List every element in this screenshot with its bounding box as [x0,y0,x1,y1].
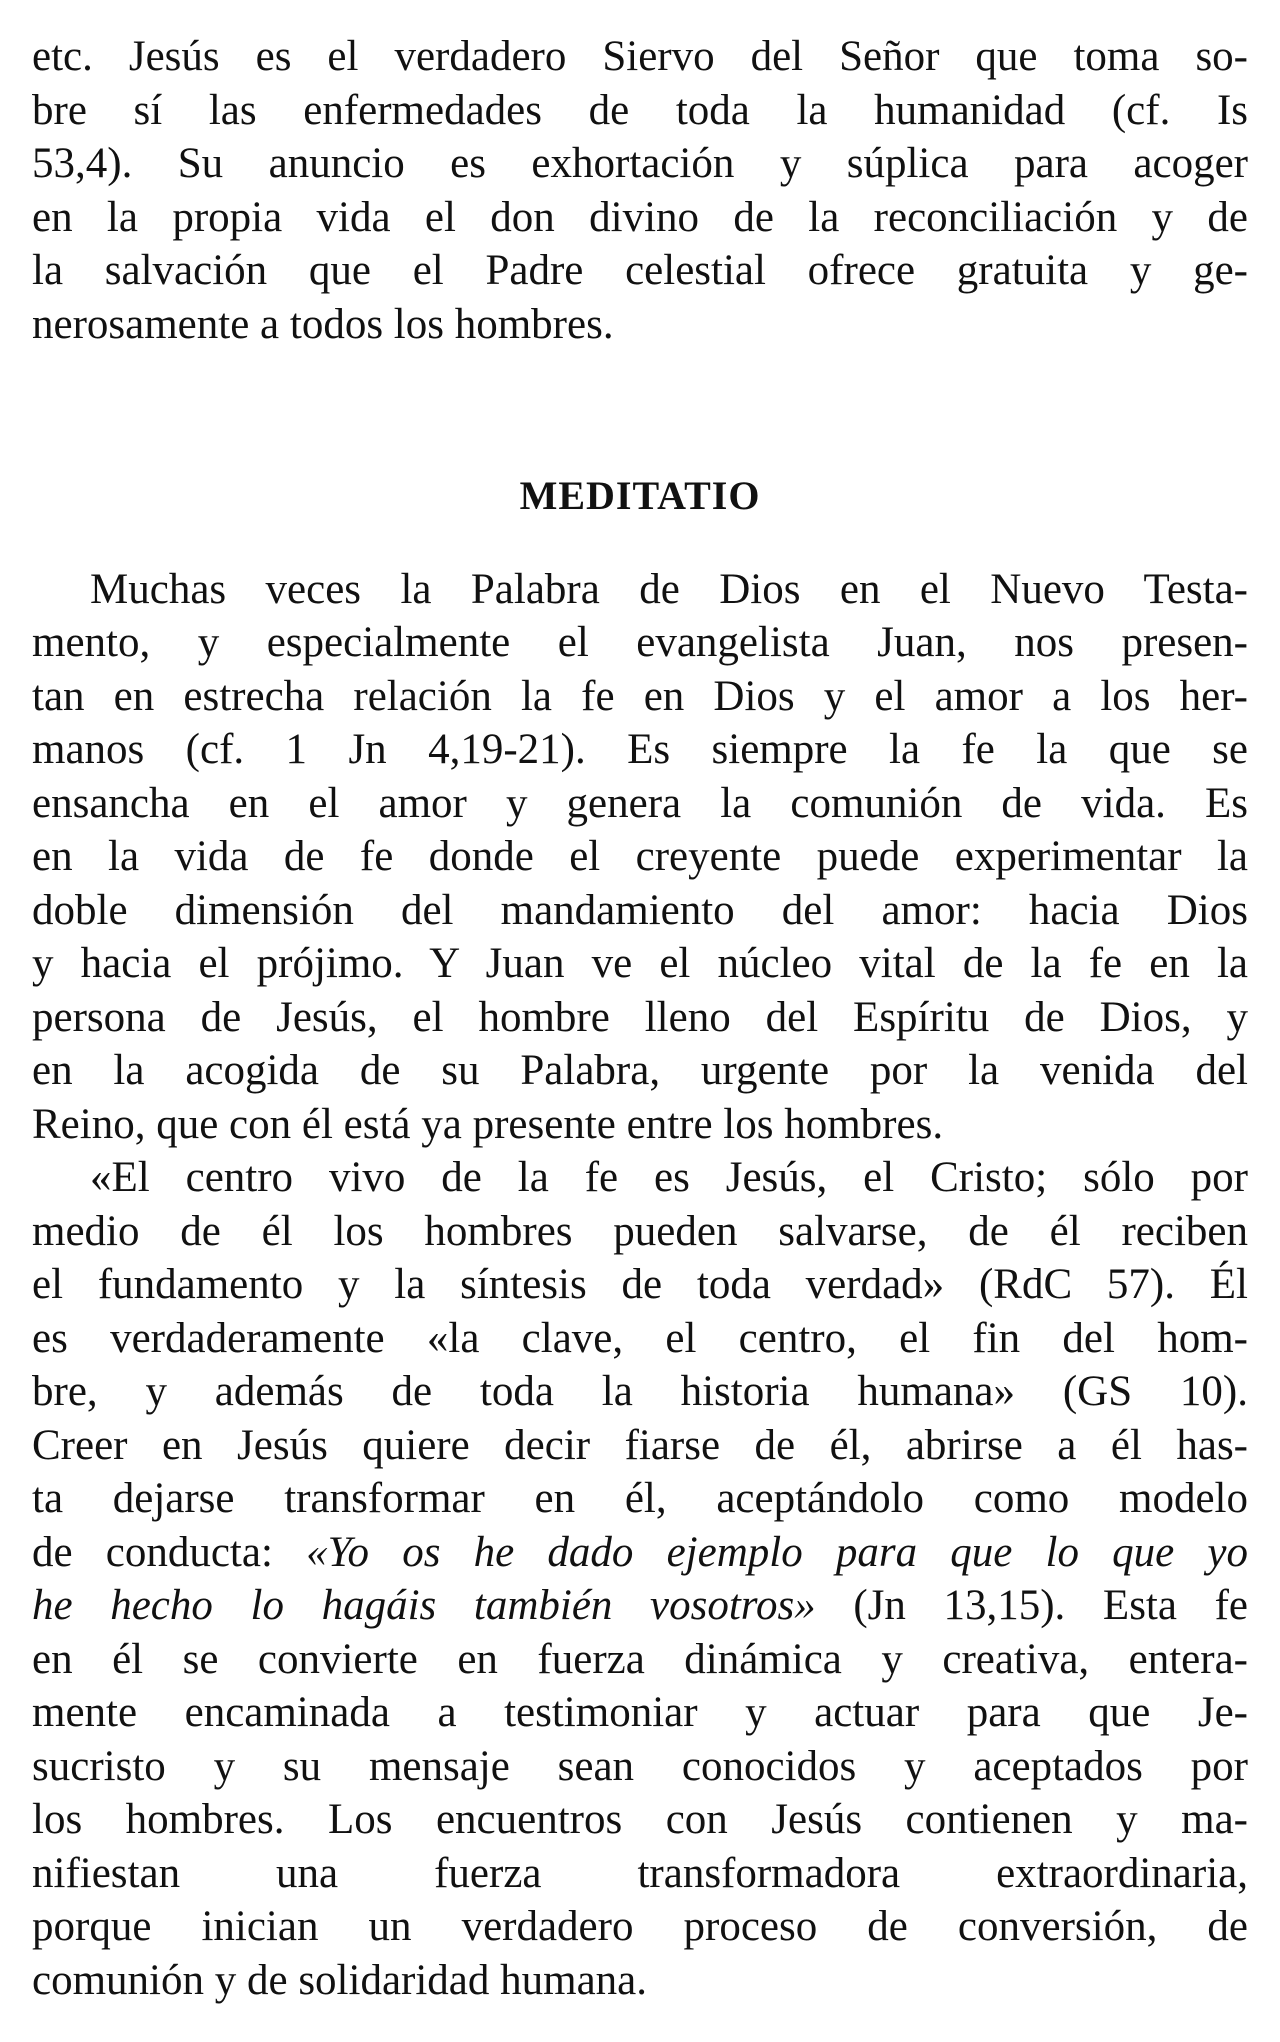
document-page [32,30,1248,2007]
text-line: ta dejarse transformar en él, aceptándolo como modelo [32,1475,1248,1522]
text-line: «El centro vivo de la fe es Jesús, el Cristo; sólo por [90,1154,1248,1201]
text-line: doble dimensión del mandamiento del amor: hacia Dios [32,886,1248,934]
text-line: bre, y además de toda la historia humana» (GS 10). [32,1368,1248,1415]
text-line: persona de Jesús, el hombre lleno del Espíritu de Dios, y [32,993,1248,1041]
text-line: Muchas veces la Palabra de Dios en el Nuevo Testa- [90,565,1248,613]
quote-line [32,1579,1248,1633]
paragraph-intro [32,30,1248,351]
text-line: en la vida de fe donde el creyente puede experimentar la [32,833,1248,880]
text-line: Reino, que con él está ya presente entre los hombres. [32,1100,944,1148]
text-line: nifiestan una fuerza transformadora extraordinaria, [32,1849,1248,1897]
text-line: en la propia vida el don divino de la reconciliación y de [32,193,1248,241]
text-line: los hombres. Los encuentros con Jesús contienen y ma- [32,1796,1248,1843]
quote-line [32,1526,1248,1580]
text-line: mento, y especialmente el evangelista Juan, nos presen- [32,619,1248,666]
text-line: la salvación que el Padre celestial ofrece gratuita y ge- [32,247,1248,294]
quote-lead-text: de conducta: [32,1528,307,1576]
text-line: bre sí las enfermedades de toda la humanidad (cf. Is [32,86,1248,134]
text-line: comunión y de solidaridad humana. [32,1956,647,2004]
text-line: medio de él los hombres pueden salvarse, de él reciben [32,1207,1248,1255]
text-line: Creer en Jesús quiere decir fiarse de él, abrirse a él has- [32,1421,1248,1469]
text-line: el fundamento y la síntesis de toda verdad» (RdC 57). Él [32,1261,1248,1308]
paragraph-meditatio-2 [32,1151,1248,2007]
scripture-quote: he hecho lo hagáis también vosotros» [32,1582,816,1629]
text-line: ensancha en el amor y genera la comunión de vida. Es [32,779,1248,827]
text-line: 53,4). Su anuncio es exhortación y súplica para acoger [32,140,1248,187]
text-line: en él se convierte en fuerza dinámica y creativa, entera- [32,1635,1248,1683]
text-line: es verdaderamente «la clave, el centro, el fin del hom- [32,1314,1248,1362]
scripture-quote: «Yo os he dado ejemplo para que lo que yo [306,1528,1248,1576]
text-line: mente encaminada a testimoniar y actuar para que Je- [32,1689,1248,1736]
text-line: en la acogida de su Palabra, urgente por la venida del [32,1047,1248,1094]
text-line: porque inician un verdadero proceso de conversión, de [32,1903,1248,1950]
text-line: nerosamente a todos los hombres. [32,300,614,348]
text-line: tan en estrecha relación la fe en Dios y el amor a los her- [32,672,1248,720]
text-line: etc. Jesús es el verdadero Siervo del Señor que toma so- [32,33,1248,80]
quote-citation: (Jn 13,15). Esta fe [815,1582,1248,1629]
text-line: sucristo y su mensaje sean conocidos y aceptados por [32,1742,1248,1790]
text-line: y hacia el prójimo. Y Juan ve el núcleo vital de la fe en la [32,940,1248,987]
text-line: manos (cf. 1 Jn 4,19-21). Es siempre la fe la que se [32,726,1248,773]
section-heading: MEDITATIO [519,473,761,518]
paragraph-meditatio-1 [32,563,1248,1152]
